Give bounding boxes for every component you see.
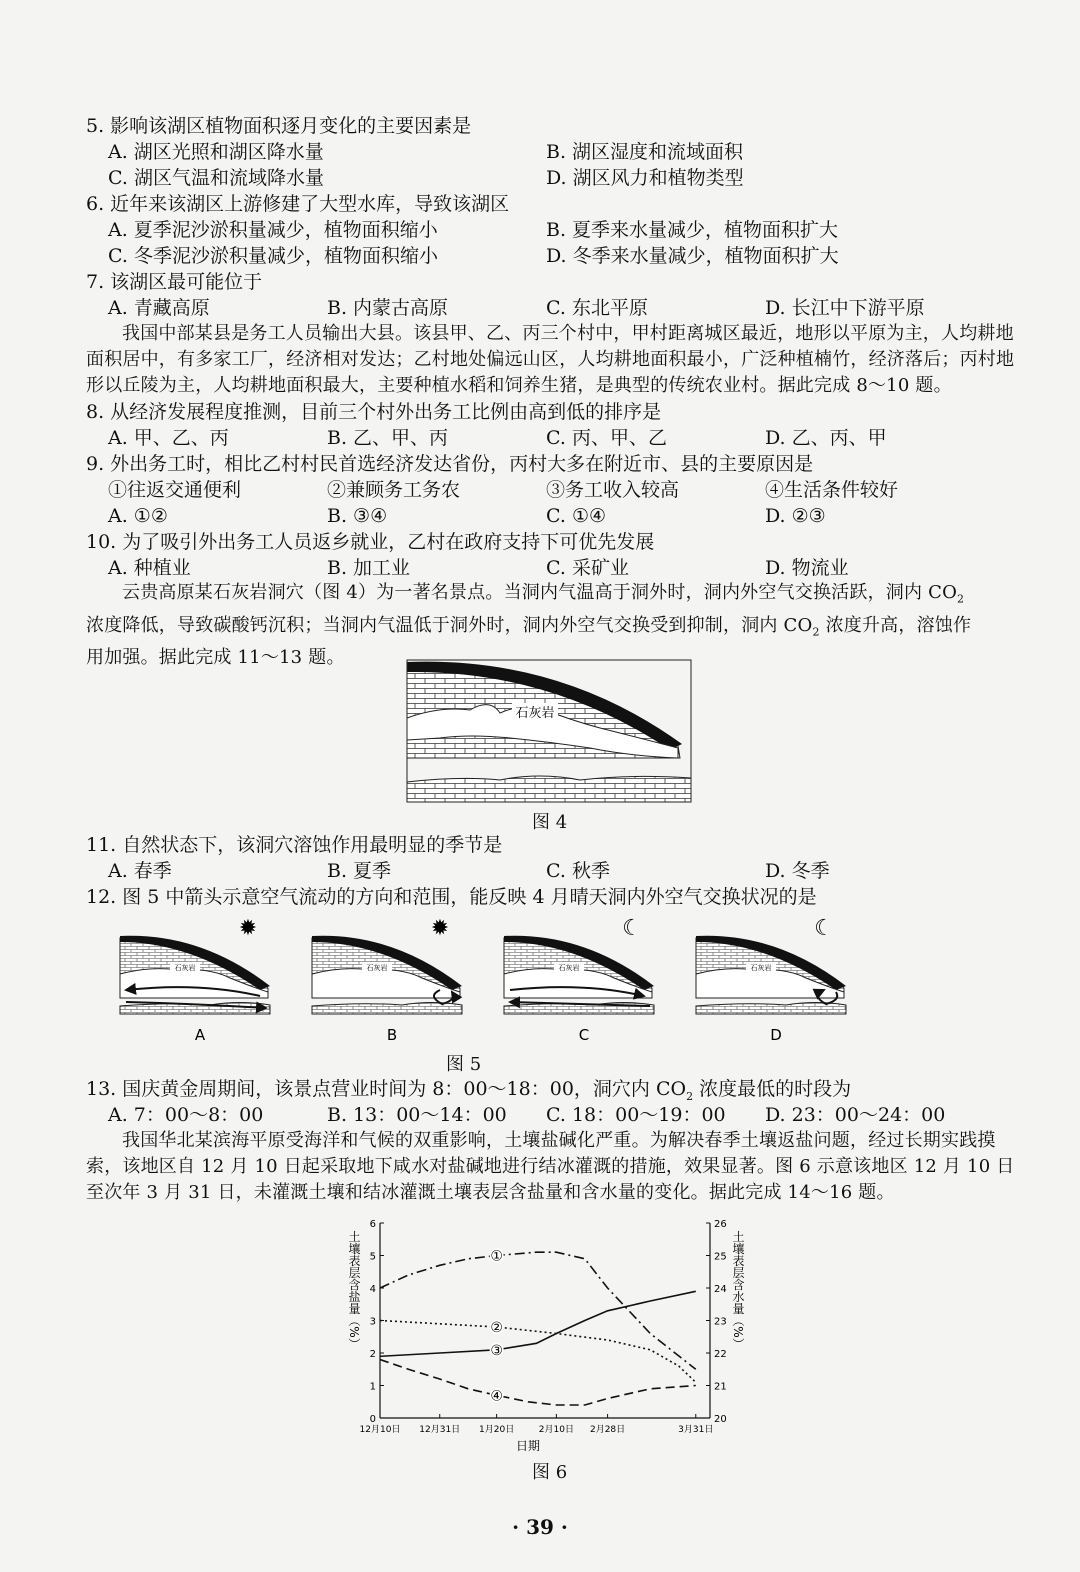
q10-option-b: B. 加工业 bbox=[327, 557, 411, 579]
x-tick-label: 3月31日 bbox=[678, 1425, 714, 1435]
left-tick-label: 4 bbox=[369, 1284, 376, 1295]
q7-option-a: A. 青藏高原 bbox=[108, 297, 210, 319]
series-line-1 bbox=[380, 1252, 696, 1369]
panel-d bbox=[696, 916, 846, 1044]
left-tick-label: 2 bbox=[369, 1349, 376, 1360]
panel-c-label: C bbox=[578, 1026, 590, 1044]
series-label-4: ④ bbox=[490, 1388, 503, 1405]
q7-stem: 7. 该湖区最可能位于 bbox=[86, 271, 263, 293]
svg-text:石灰岩: 石灰岩 bbox=[366, 964, 388, 972]
passage-saline-soil: 我国华北某滨海平原受海洋和气候的双重影响，土壤盐碱化严重。为解决春季土壤返盐问题，经过长期实践摸索，该地区自 12 月 10 日起采取地下咸水对盐碱地进行结冰灌溉的措施，效果显著。图 6 示意该地区 12 月 10 日至次年 3 月 31 日，未灌溉土壤和结冰灌溉土壤表层含盐量和含水量的变化。据此完成 14～16 题。 bbox=[86, 1130, 1015, 1203]
left-tick-label: 6 bbox=[369, 1219, 376, 1230]
figure-6-caption: 图 6 bbox=[532, 1462, 568, 1483]
sun-icon: ✹ bbox=[238, 916, 258, 941]
sun-icon: ✹ bbox=[430, 916, 450, 941]
q6-option-c: C. 冬季泥沙淤积量减少，植物面积缩小 bbox=[108, 245, 438, 267]
x-tick-label: 12月31日 bbox=[419, 1425, 461, 1435]
q9-stem: 9. 外出务工时，相比乙村村民首选经济发达省份，丙村大多在附近市、县的主要原因是 bbox=[86, 453, 814, 475]
right-tick-label: 23 bbox=[714, 1316, 727, 1328]
figure-4-cave-diagram bbox=[400, 658, 700, 806]
q9-statement-2: ②兼顾务工务农 bbox=[327, 479, 461, 501]
svg-text:石灰岩: 石灰岩 bbox=[558, 964, 580, 972]
x-tick-label: 1月20日 bbox=[479, 1425, 515, 1435]
q8-option-d: D. 乙、丙、甲 bbox=[765, 427, 887, 449]
q7-option-c: C. 东北平原 bbox=[546, 297, 648, 319]
q13-stem: 13. 国庆黄金周期间，该景点营业时间为 8：00～18：00，洞穴内 $CO_2$ 浓度最低的时段为 bbox=[86, 1078, 852, 1103]
passage-labor-county: 我国中部某县是务工人员输出大县。该县甲、乙、丙三个村中，甲村距离城区最近，地形以平原为主，人均耕地面积居中，有多家工厂，经济相对发达；乙村地处偏远山区，人均耕地面积最小，广泛种植楠竹，经济落后；丙村地形以丘陵为主，人均耕地面积最大，主要种植水稻和饲养生猪，是典型的传统农业村。据此完成 8～10 题。 bbox=[86, 323, 1015, 396]
right-tick-label: 26 bbox=[714, 1219, 727, 1230]
panel-c bbox=[504, 916, 654, 1044]
left-tick-label: 1 bbox=[369, 1381, 376, 1393]
q10-option-a: A. 种植业 bbox=[108, 557, 191, 579]
q10-option-c: C. 采矿业 bbox=[546, 557, 629, 579]
q11-option-b: B. 夏季 bbox=[327, 860, 392, 882]
q6-option-a: A. 夏季泥沙淤积量减少，植物面积缩小 bbox=[108, 219, 438, 241]
q12-stem: 12. 图 5 中箭头示意空气流动的方向和范围，能反映 4 月晴天洞内外空气交换状况的是 bbox=[86, 886, 817, 908]
q9-option-a: A. ①② bbox=[108, 505, 168, 527]
right-tick-label: 22 bbox=[714, 1349, 727, 1360]
left-tick-label: 5 bbox=[369, 1251, 376, 1263]
q7-option-d: D. 长江中下游平原 bbox=[765, 297, 925, 319]
q13-option-a: A. 7：00～8：00 bbox=[108, 1104, 264, 1126]
figure-6-chart bbox=[330, 1210, 760, 1470]
q10-stem: 10. 为了吸引外出务工人员返乡就业，乙村在政府支持下可优先发展 bbox=[86, 531, 655, 553]
series-label-1: ① bbox=[490, 1248, 503, 1265]
page-number: · 39 · bbox=[512, 1515, 568, 1539]
q5-stem: 5. 影响该湖区植物面积逐月变化的主要因素是 bbox=[86, 115, 472, 137]
panel-b-label: B bbox=[386, 1026, 398, 1044]
series-label-2: ② bbox=[490, 1320, 503, 1336]
q9-option-b: B. ③④ bbox=[327, 505, 388, 527]
q9-option-d: D. ②③ bbox=[765, 505, 826, 527]
svg-text:石灰岩: 石灰岩 bbox=[174, 964, 196, 972]
q5-option-d: D. 湖区风力和植物类型 bbox=[546, 167, 744, 189]
x-tick-label: 2月28日 bbox=[589, 1425, 626, 1435]
q13-option-c: C. 18：00～19：00 bbox=[546, 1104, 726, 1126]
q8-option-c: C. 丙、甲、乙 bbox=[546, 427, 667, 449]
panel-a-label: A bbox=[194, 1026, 206, 1044]
right-tick-label: 20 bbox=[714, 1414, 727, 1425]
series-label-3: ③ bbox=[490, 1342, 503, 1359]
x-tick-label: 12月10日 bbox=[359, 1425, 401, 1435]
q13-option-b: B. 13：00～14：00 bbox=[327, 1104, 507, 1126]
series-line-3 bbox=[380, 1291, 696, 1356]
q5-option-a: A. 湖区光照和湖区降水量 bbox=[108, 141, 324, 163]
right-axis-label: 土壤表层含水量（%） bbox=[731, 1230, 745, 1350]
q6-option-b: B. 夏季来水量减少，植物面积扩大 bbox=[546, 219, 839, 241]
right-tick-label: 24 bbox=[714, 1284, 727, 1295]
left-tick-label: 3 bbox=[369, 1316, 376, 1328]
q13-option-d: D. 23：00～24：00 bbox=[765, 1104, 946, 1126]
q9-statement-3: ③务工收入较高 bbox=[546, 479, 680, 501]
series-line-4 bbox=[380, 1360, 696, 1406]
q6-stem: 6. 近年来该湖区上游修建了大型水库，导致该湖区 bbox=[86, 193, 510, 215]
svg-text:石灰岩: 石灰岩 bbox=[750, 964, 772, 972]
panel-d-label: D bbox=[770, 1026, 782, 1044]
q8-stem: 8. 从经济发展程度推测，目前三个村外出务工比例由高到低的排序是 bbox=[86, 401, 662, 423]
q5-option-c: C. 湖区气温和流域降水量 bbox=[108, 167, 324, 189]
moon-icon: ☾ bbox=[622, 916, 642, 941]
q9-statement-1: ①往返交通便利 bbox=[108, 479, 242, 501]
moon-icon: ☾ bbox=[814, 916, 834, 941]
series-line-2 bbox=[380, 1321, 696, 1383]
panel-b bbox=[312, 916, 462, 1044]
x-tick-label: 2月10日 bbox=[538, 1425, 574, 1435]
q7-option-b: B. 内蒙古高原 bbox=[327, 297, 449, 319]
q11-option-d: D. 冬季 bbox=[765, 860, 830, 882]
q11-option-a: A. 春季 bbox=[108, 860, 172, 882]
q11-option-c: C. 秋季 bbox=[546, 860, 610, 882]
right-tick-label: 21 bbox=[714, 1381, 727, 1393]
figure-5-caption: 图 5 bbox=[446, 1054, 482, 1075]
q5-option-b: B. 湖区湿度和流域面积 bbox=[546, 141, 744, 163]
limestone-label: 石灰岩 bbox=[515, 706, 555, 721]
q10-option-d: D. 物流业 bbox=[765, 557, 849, 579]
q9-option-c: C. ①④ bbox=[546, 505, 607, 527]
x-axis-label: 日期 bbox=[515, 1439, 541, 1453]
q11-stem: 11. 自然状态下，该洞穴溶蚀作用最明显的季节是 bbox=[86, 834, 503, 856]
q8-option-b: B. 乙、甲、丙 bbox=[327, 427, 449, 449]
q9-statement-4: ④生活条件较好 bbox=[765, 479, 899, 501]
panel-a bbox=[120, 916, 270, 1044]
passage-limestone-cave: 云贵高原某石灰岩洞穴（图 4）为一著名景点。当洞内气温高于洞外时，洞内外空气交换活跃，洞内 $CO_2$ 浓度降低，导致碳酸钙沉积；当洞内气温低于洞外时，洞内外空气交换受到抑制，洞内 $CO_2$ 浓度升高，溶蚀作 用加强。据此完成 11～13 题。 bbox=[86, 582, 972, 669]
figure-5-panels bbox=[110, 910, 870, 1050]
left-tick-label: 0 bbox=[369, 1414, 376, 1425]
figure-4-caption: 图 4 bbox=[532, 812, 568, 833]
right-tick-label: 25 bbox=[714, 1251, 727, 1263]
cave-floor bbox=[407, 776, 691, 802]
q8-option-a: A. 甲、乙、丙 bbox=[108, 427, 229, 449]
left-axis-label: 土壤表层含盐量（%） bbox=[347, 1230, 361, 1350]
q6-option-d: D. 冬季来水量减少，植物面积扩大 bbox=[546, 245, 839, 267]
